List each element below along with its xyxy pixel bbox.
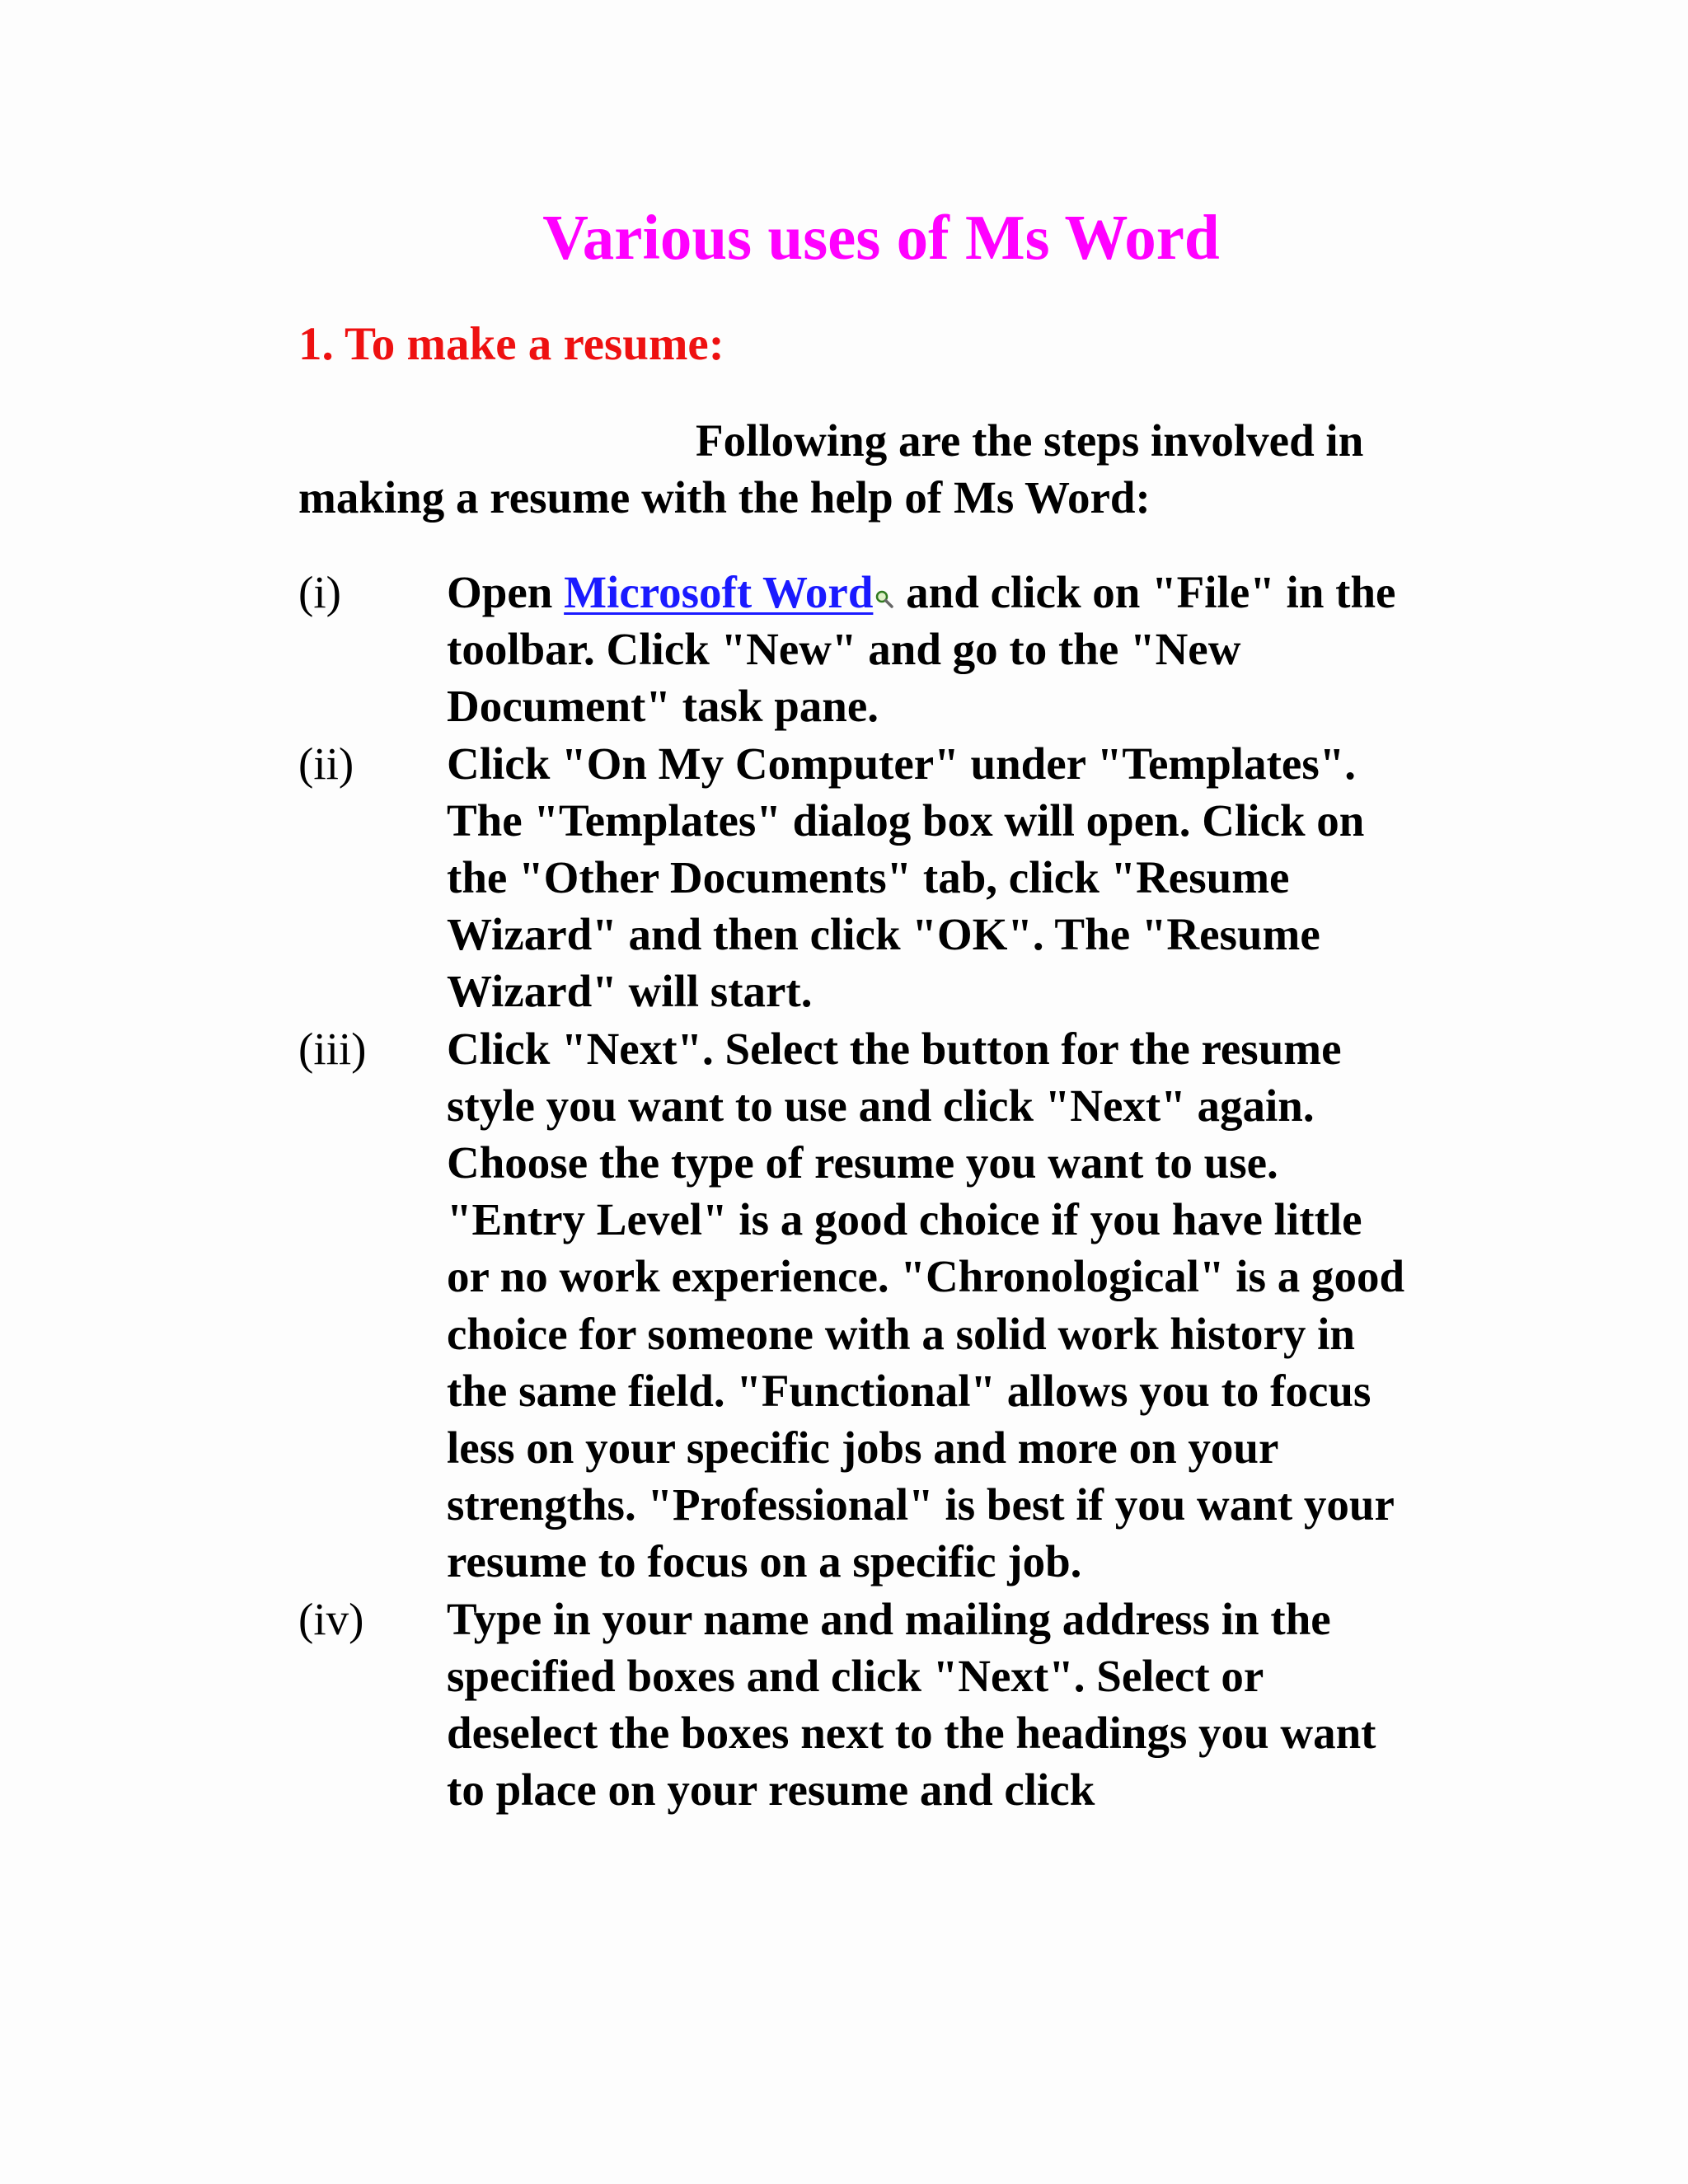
microsoft-word-link[interactable]: Microsoft Word (564, 567, 874, 617)
step-number: (i) (298, 567, 341, 617)
step-text: Click "Next". Select the button for the resume style you want to use and click "Next" again. Choose the type of resume you want to use. "Entry Level" is a good choice if you have little or no work experience. "Chronological" is a good choice for someone with a solid work history in the same field. "Functional" allows you to focus less on your specific jobs and more on your strengths. "Professional" is best if you want your resume to focus on a specific job. (447, 1023, 1405, 1587)
step-text-after-link: and click on "File" in the toolbar. Click "New" and go to the "New Document" task pane. (447, 567, 1396, 732)
steps-list (298, 564, 1452, 1818)
page-title: Various uses of Ms Word (542, 202, 1220, 273)
intro-paragraph: Following are the steps involved in making a resume with the help of Ms Word: (298, 415, 1364, 523)
list-item (298, 564, 1452, 735)
step-number: (ii) (298, 738, 354, 789)
step-text-before-link: Open (447, 567, 565, 617)
step-text: Type in your name and mailing address in the specified boxes and click "Next". Select or deselect the boxes next to the headings you want to place on your resume and click (447, 1593, 1376, 1816)
list-item (298, 1591, 1452, 1819)
step-text: Click "On My Computer" under "Templates". The "Templates" dialog box will open. Click on the "Other Documents" tab, click "Resume Wizard" and then click "OK". The "Resume Wizard" will start. (447, 738, 1365, 1017)
list-item (298, 735, 1452, 1020)
section-heading: 1. To make a resume: (298, 318, 724, 370)
step-number: (iv) (298, 1593, 364, 1644)
list-item (298, 1020, 1452, 1591)
step-text (447, 564, 1415, 735)
step-number: (iii) (298, 1023, 367, 1074)
magnifier-icon[interactable] (874, 565, 894, 585)
